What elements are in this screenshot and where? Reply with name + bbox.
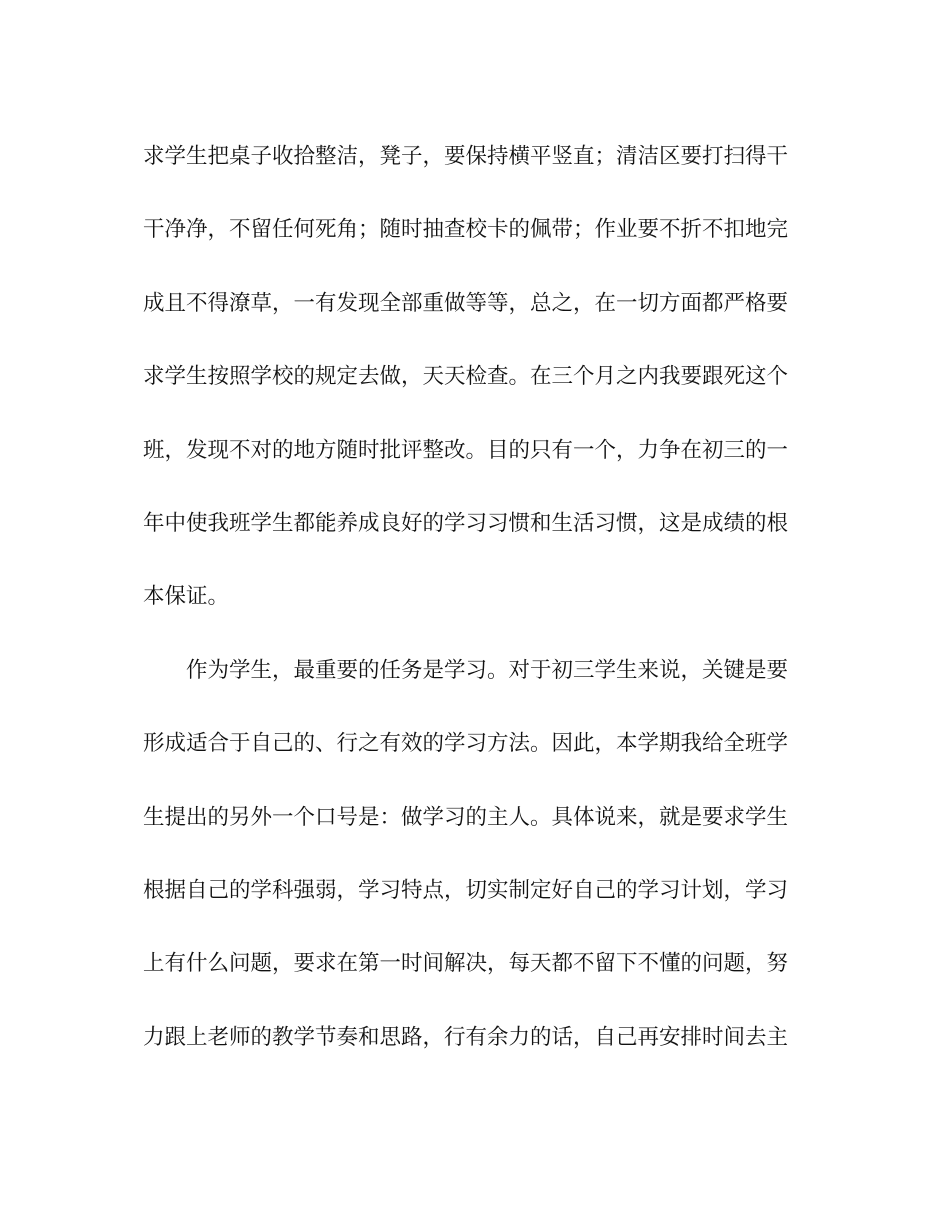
text-line: 班，发现不对的地方随时批评整改。目的只有一个，力争在初三的一: [143, 437, 789, 463]
text-line: 作为学生，最重要的任务是学习。对于初三学生来说，关键是要: [143, 657, 789, 683]
text-line: 成且不得潦草，一有发现全部重做等等，总之，在一切方面都严格要: [143, 290, 789, 316]
text-line: 干净净，不留任何死角；随时抽查校卡的佩带；作业要不折不扣地完: [143, 217, 789, 243]
text-line: 求学生把桌子收拾整洁，凳子，要保持横平竖直；清洁区要打扫得干: [143, 144, 789, 169]
body-text: [143, 137, 803, 1091]
text-line: 年中使我班学生都能养成良好的学习习惯和生活习惯，这是成绩的根: [143, 510, 789, 536]
text-line: 本保证。: [143, 584, 230, 610]
text-line: 形成适合于自己的、行之有效的学习方法。因此，本学期我给全班学: [143, 731, 789, 757]
text-line: 上有什么问题，要求在第一时间解决，每天都不留下不懂的问题，努: [143, 951, 789, 977]
text-line: 生提出的另外一个口号是：做学习的主人。具体说来，就是要求学生: [143, 804, 789, 830]
text-line: 根据自己的学科强弱，学习特点，切实制定好自己的学习计划，学习: [143, 877, 789, 903]
text-line: 力跟上老师的教学节奏和思路，行有余力的话，自己再安排时间去主: [143, 1024, 789, 1050]
text-line: 求学生按照学校的规定去做，天天检查。在三个月之内我要跟死这个: [143, 364, 789, 390]
